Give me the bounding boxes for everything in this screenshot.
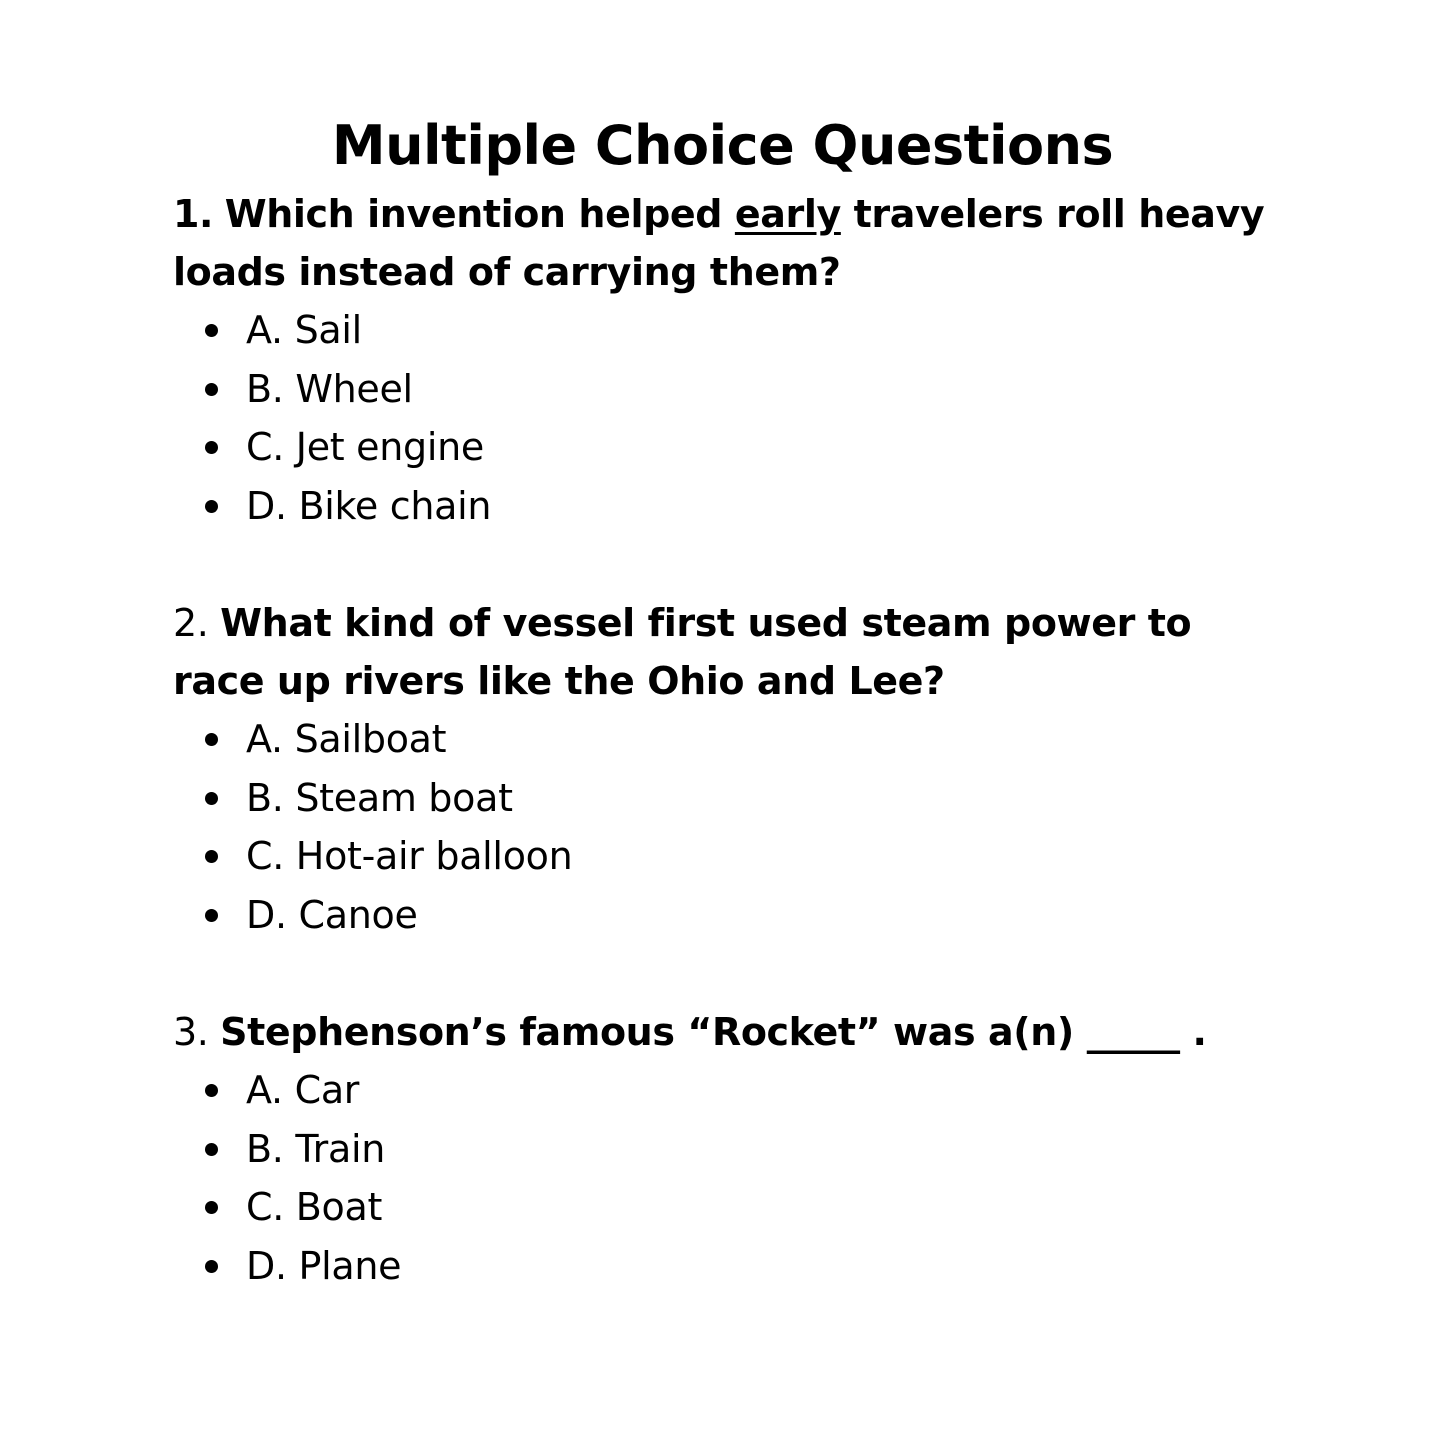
option-label: D. Plane bbox=[246, 1243, 402, 1288]
bullet-icon bbox=[205, 850, 218, 863]
question-1-stem-after: travelers roll heavy loads instead of carrying them? bbox=[173, 192, 1265, 294]
bullet-icon bbox=[205, 909, 218, 922]
question-2-number: 2. bbox=[173, 601, 209, 645]
question-2-option-b[interactable] bbox=[173, 769, 1293, 828]
question-3-option-c[interactable] bbox=[173, 1178, 1293, 1237]
question-2 bbox=[173, 594, 1293, 944]
question-3-option-a[interactable] bbox=[173, 1061, 1293, 1120]
question-1-underlined-word: early bbox=[734, 192, 841, 236]
question-3-options bbox=[173, 1061, 1293, 1295]
option-label: D. Canoe bbox=[246, 892, 418, 937]
bullet-icon bbox=[205, 792, 218, 805]
question-3-stem: Stephenson’s famous “Rocket” was a(n) _____ . bbox=[220, 1010, 1207, 1054]
bullet-icon bbox=[205, 1143, 218, 1156]
question-1 bbox=[173, 185, 1293, 535]
question-1-number: 1. bbox=[173, 192, 214, 236]
question-1-stem-before: Which invention helped bbox=[224, 192, 735, 236]
question-1-text bbox=[173, 185, 1293, 301]
bullet-icon bbox=[205, 1201, 218, 1214]
bullet-icon bbox=[205, 383, 218, 396]
bullet-icon bbox=[205, 324, 218, 337]
option-label: B. Steam boat bbox=[246, 775, 513, 820]
option-label: A. Car bbox=[246, 1068, 360, 1112]
option-label: D. Bike chain bbox=[246, 483, 492, 528]
bullet-icon bbox=[205, 1084, 218, 1097]
question-1-option-d[interactable] bbox=[173, 477, 1293, 536]
question-2-option-d[interactable] bbox=[173, 886, 1293, 945]
question-1-option-c[interactable] bbox=[173, 418, 1293, 477]
option-label: C. Jet engine bbox=[246, 425, 484, 469]
question-1-option-b[interactable] bbox=[173, 360, 1293, 419]
question-1-option-a[interactable] bbox=[173, 301, 1293, 360]
bullet-icon bbox=[205, 1260, 218, 1273]
question-3-option-b[interactable] bbox=[173, 1120, 1293, 1179]
bullet-icon bbox=[205, 441, 218, 454]
question-3-option-d[interactable] bbox=[173, 1237, 1293, 1296]
question-1-options bbox=[173, 301, 1293, 535]
question-2-text bbox=[173, 594, 1293, 710]
option-label: B. Wheel bbox=[246, 366, 413, 411]
question-2-stem: What kind of vessel first used steam power to race up rivers like the Ohio and Lee? bbox=[173, 601, 1192, 703]
option-label: B. Train bbox=[246, 1126, 386, 1171]
page-title: Multiple Choice Questions bbox=[331, 114, 1114, 177]
bullet-icon bbox=[205, 500, 218, 513]
option-label: A. Sailboat bbox=[246, 717, 447, 761]
bullet-icon bbox=[205, 733, 218, 746]
question-2-option-a[interactable] bbox=[173, 710, 1293, 769]
question-3-number: 3. bbox=[173, 1010, 209, 1054]
question-2-option-c[interactable] bbox=[173, 827, 1293, 886]
option-label: A. Sail bbox=[246, 308, 362, 352]
question-3-text bbox=[173, 1003, 1293, 1061]
option-label: C. Hot-air balloon bbox=[246, 834, 573, 878]
question-2-options bbox=[173, 710, 1293, 944]
question-3 bbox=[173, 1003, 1293, 1295]
option-label: C. Boat bbox=[246, 1185, 383, 1229]
